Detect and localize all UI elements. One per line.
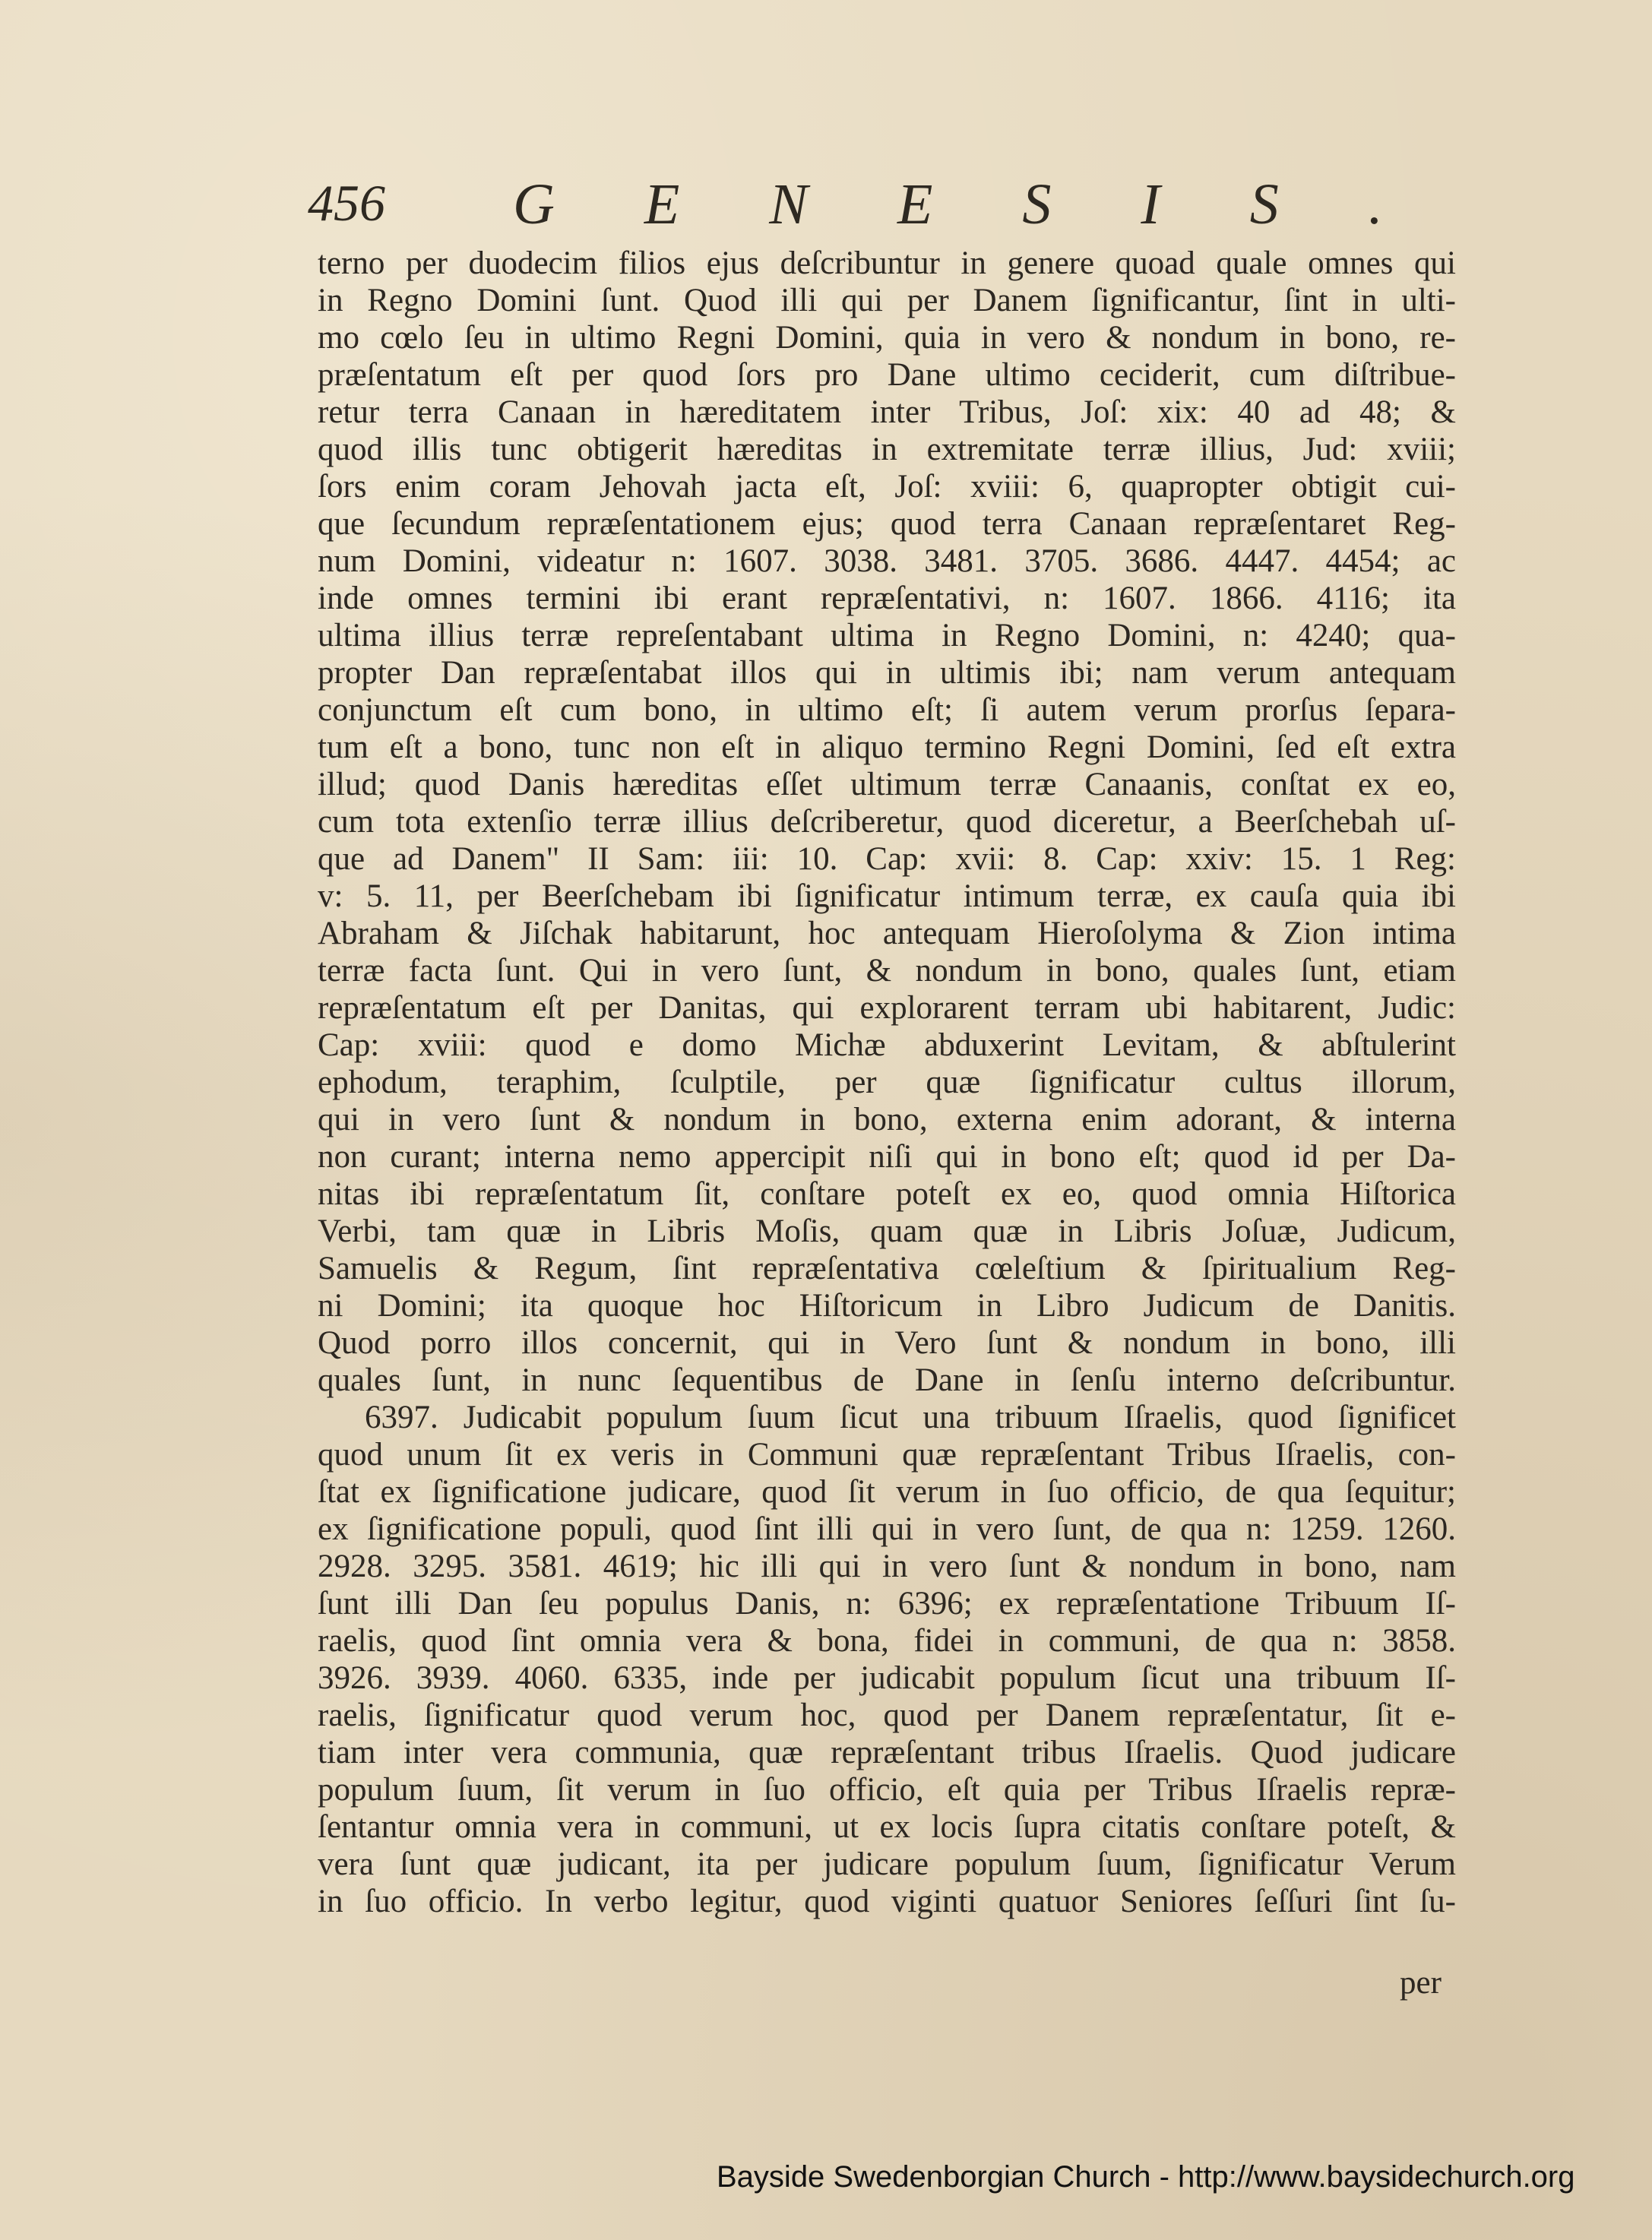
paragraph-start-line: 6397. Judicabit populum ſuum ſicut una tribuum Iſraelis, quod ſignificet	[365, 1400, 1456, 1435]
text-line: quod unum ſit ex veris in Communi quæ repræſentant Tribus Iſraelis, con-	[318, 1437, 1456, 1473]
text-line: terræ facta ſunt. Qui in vero ſunt, & nondum in bono, quales ſunt, etiam	[318, 953, 1456, 989]
text-line: mo cœlo ſeu in ultimo Regni Domini, quia in vero & nondum in bono, re-	[318, 320, 1456, 356]
text-line: que ad Danem" II Sam: iii: 10. Cap: xvii: 8. Cap: xxiv: 15. 1 Reg:	[318, 841, 1456, 877]
text-line: cum tota extenſio terræ illius deſcriberetur, quod diceretur, a Beerſchebah uſ-	[318, 804, 1456, 840]
text-line: Verbi, tam quæ in Libris Moſis, quam quæ in Libris Joſuæ, Judicum,	[318, 1213, 1456, 1249]
text-line: ſors enim coram Jehovah jacta eſt, Joſ: xviii: 6, quapropter obtigit cui-	[318, 469, 1456, 505]
text-line: tiam inter vera communia, quæ repræſentant tribus Iſraelis. Quod judicare	[318, 1735, 1456, 1770]
body-text	[318, 245, 1456, 1920]
text-line: vera ſunt quæ judicant, ita per judicare populum ſuum, ſignificatur Verum	[318, 1846, 1456, 1882]
text-line: qui in vero ſunt & nondum in bono, externa enim adorant, & interna	[318, 1102, 1456, 1137]
text-line: quod illis tunc obtigerit hæreditas in extremitate terræ illius, Jud: xviii;	[318, 432, 1456, 467]
text-line: quales ſunt, in nunc ſequentibus de Dane in ſenſu interno deſcribuntur.	[318, 1362, 1456, 1398]
text-line: ultima illius terræ repreſentabant ultima in Regno Domini, n: 4240; qua-	[318, 618, 1456, 653]
text-line: terno per duodecim filios ejus deſcribuntur in genere quoad quale omnes qui	[318, 245, 1456, 281]
text-line: populum ſuum, ſit verum in ſuo officio, eſt quia per Tribus Iſraelis repræ-	[318, 1772, 1456, 1808]
text-line: ſunt illi Dan ſeu populus Danis, n: 6396; ex repræſentatione Tribuum Iſ-	[318, 1586, 1456, 1621]
text-line: nitas ibi repræſentatum ſit, conſtare poteſt ex eo, quod omnia Hiſtorica	[318, 1176, 1456, 1212]
running-title: GENESIS.	[513, 172, 1473, 236]
text-line: 3926. 3939. 4060. 6335, inde per judicabit populum ſicut una tribuum Iſ-	[318, 1660, 1456, 1696]
text-line: Cap: xviii: quod e domo Michæ abduxerint Levitam, & abſtulerint	[318, 1027, 1456, 1063]
text-line: num Domini, videatur n: 1607. 3038. 3481. 3705. 3686. 4447. 4454; ac	[318, 543, 1456, 579]
text-line: repræſentatum eſt per Danitas, qui explorarent terram ubi habitarent, Judic:	[318, 990, 1456, 1026]
text-line: Quod porro illos concernit, qui in Vero ſunt & nondum in bono, illi	[318, 1325, 1456, 1361]
text-line: retur terra Canaan in hæreditatem inter Tribus, Joſ: xix: 40 ad 48; &	[318, 394, 1456, 430]
text-line: ſtat ex ſignificatione judicare, quod ſit verum in ſuo officio, de qua ſequitur;	[318, 1474, 1456, 1510]
text-line: 2928. 3295. 3581. 4619; hic illi qui in vero ſunt & nondum in bono, nam	[318, 1549, 1456, 1584]
text-line: illud; quod Danis hæreditas eſſet ultimum terræ Canaanis, conſtat ex eo,	[318, 767, 1456, 802]
text-line: ſentantur omnia vera in communi, ut ex locis ſupra citatis conſtare poteſt, &	[318, 1809, 1456, 1845]
text-line: non curant; interna nemo appercipit niſi qui in bono eſt; quod id per Da-	[318, 1139, 1456, 1175]
catchword: per	[1400, 1965, 1442, 2001]
text-line: Samuelis & Regum, ſint repræſentativa cœleſtium & ſpiritualium Reg-	[318, 1251, 1456, 1286]
text-line: tum eſt a bono, tunc non eſt in aliquo termino Regni Domini, ſed eſt extra	[318, 729, 1456, 765]
text-line: conjunctum eſt cum bono, in ultimo eſt; ſi autem verum prorſus ſepara-	[318, 692, 1456, 728]
text-line: in Regno Domini ſunt. Quod illi qui per Danem ſignificantur, ſint in ulti-	[318, 283, 1456, 318]
text-line: raelis, quod ſint omnia vera & bona, fidei in communi, de qua n: 3858.	[318, 1623, 1456, 1659]
text-line: propter Dan repræſentabat illos qui in ultimis ibi; nam verum antequam	[318, 655, 1456, 691]
page-header	[308, 172, 1473, 242]
text-line: in ſuo officio. In verbo legitur, quod viginti quatuor Seniores ſeſſuri ſint ſu-	[318, 1884, 1456, 1919]
text-line: que ſecundum repræſentationem ejus; quod terra Canaan repræſentaret Reg-	[318, 506, 1456, 542]
page-number: 456	[308, 174, 385, 232]
text-line: inde omnes termini ibi erant repræſentativi, n: 1607. 1866. 4116; ita	[318, 581, 1456, 616]
watermark-footer: Bayside Swedenborgian Church - http://www.baysidechurch.org	[717, 2160, 1575, 2194]
text-line: præſentatum eſt per quod ſors pro Dane ultimo ceciderit, cum diſtribue-	[318, 357, 1456, 393]
text-line: Abraham & Jiſchak habitarunt, hoc antequam Hieroſolyma & Zion intima	[318, 916, 1456, 951]
text-line: v: 5. 11, per Beerſchebam ibi ſignificatur intimum terræ, ex cauſa quia ibi	[318, 878, 1456, 914]
text-line: ex ſignificatione populi, quod ſint illi qui in vero ſunt, de qua n: 1259. 1260.	[318, 1511, 1456, 1547]
text-line: raelis, ſignificatur quod verum hoc, quod per Danem repræſentatur, ſit e-	[318, 1697, 1456, 1733]
text-line: ephodum, teraphim, ſculptile, per quæ ſignificatur cultus illorum,	[318, 1065, 1456, 1100]
text-line: ni Domini; ita quoque hoc Hiſtoricum in Libro Judicum de Danitis.	[318, 1288, 1456, 1324]
